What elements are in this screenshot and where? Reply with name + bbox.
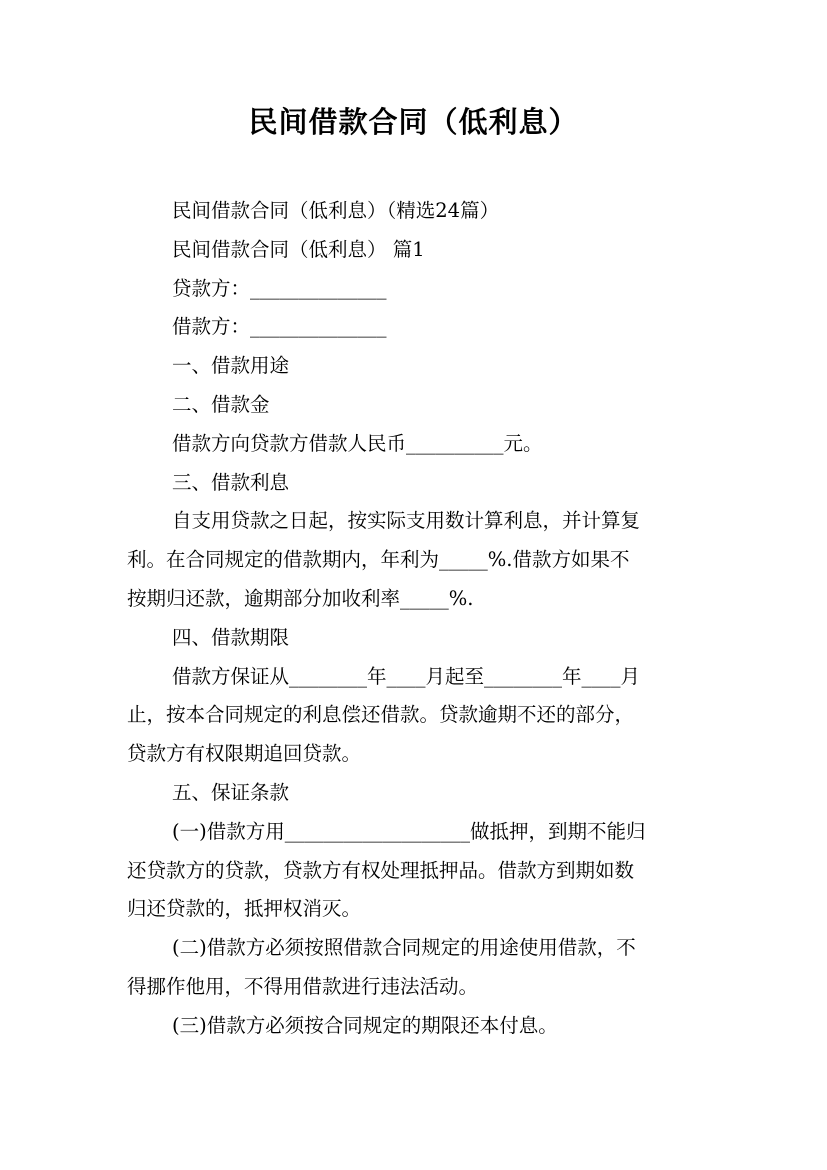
paragraph-heading-guarantee (127, 774, 704, 813)
paragraph-guarantee-1 (127, 813, 704, 929)
paragraph-line: 民间借款合同（低利息） 篇1 (172, 237, 425, 261)
paragraph-line: (二)借款方必须按照借款合同规定的用途使用借款，不 (172, 936, 636, 960)
paragraph-line: 归还贷款的，抵押权消灭。 (127, 897, 362, 921)
paragraph-subtitle (127, 192, 704, 231)
paragraph-line: 按期归还款，逾期部分加收利率_____%. (127, 586, 474, 610)
paragraph-heading-purpose (127, 347, 704, 386)
paragraph-line: 二、借款金 (172, 392, 270, 416)
paragraph-line: 止，按本合同规定的利息偿还借款。贷款逾期不还的部分， (127, 703, 635, 727)
paragraph-line: 借款方：______________ (172, 315, 387, 339)
paragraph-guarantee-3 (127, 1007, 704, 1046)
paragraph-lender (127, 270, 704, 309)
paragraph-guarantee-2 (127, 929, 704, 1007)
paragraph-line: 借款方向贷款方借款人民币__________元。 (172, 431, 543, 455)
paragraph-borrower (127, 308, 704, 347)
paragraph-line: (一)借款方用___________________做抵押，到期不能归 (172, 819, 646, 843)
paragraph-heading-interest (127, 464, 704, 503)
paragraph-line: 四、借款期限 (172, 625, 290, 649)
paragraph-line: 还贷款方的贷款，贷款方有权处理抵押品。借款方到期如数 (127, 858, 635, 882)
paragraph-line: 五、保证条款 (172, 780, 290, 804)
paragraph-line: 得挪作他用，不得用借款进行违法活动。 (127, 974, 479, 998)
document-body (127, 192, 704, 1046)
paragraph-interest (127, 502, 704, 618)
paragraph-line: 利。在合同规定的借款期内，年利为_____%.借款方如果不 (127, 548, 630, 572)
paragraph-line: 自支用贷款之日起，按实际支用数计算利息，并计算复 (172, 509, 641, 533)
paragraph-heading-amount (127, 386, 704, 425)
paragraph-line: (三)借款方必须按合同规定的期限还本付息。 (172, 1013, 558, 1037)
paragraph-line: 一、借款用途 (172, 354, 290, 378)
paragraph-line: 三、借款利息 (172, 470, 290, 494)
paragraph-heading-term (127, 619, 704, 658)
document-title: 民间借款合同（低利息） (248, 105, 579, 139)
paragraph-line: 贷款方有权限期追回贷款。 (127, 742, 362, 766)
paragraph-line: 借款方保证从________年____月起至________年____月 (172, 664, 641, 688)
paragraph-amount (127, 425, 704, 464)
paragraph-line: 民间借款合同（低利息）（精选24篇） (172, 199, 500, 222)
paragraph-line: 贷款方：______________ (172, 276, 387, 300)
paragraph-term (127, 658, 704, 774)
paragraph-section-heading (127, 231, 704, 270)
